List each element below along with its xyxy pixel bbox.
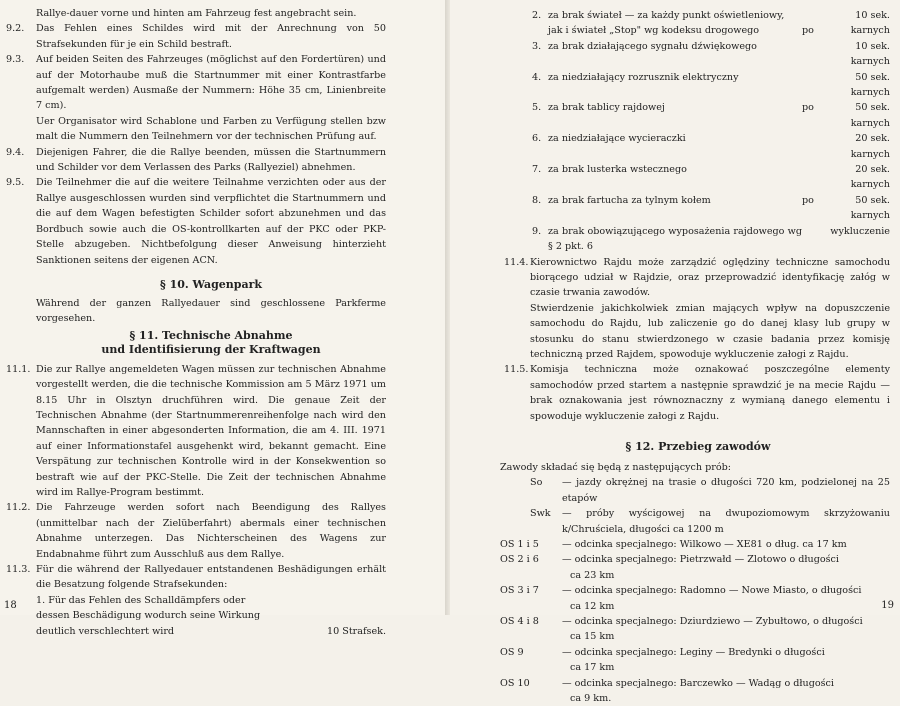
item-11-4 [500, 255, 890, 363]
penalty-row [532, 131, 890, 162]
penalty-row [532, 100, 890, 131]
item-11-3 [6, 562, 386, 593]
trial-text: — próby wyścigowej na dwupoziomowym skrzyżowaniu k/Chruściela, długości ca 1200 m [562, 508, 890, 535]
item-9-2 [6, 21, 386, 52]
stage-length: ca 15 km [570, 631, 615, 643]
penalty-row [532, 162, 890, 193]
stage-label: OS 4 i 8 [500, 616, 539, 628]
stage-description: — odcinka specjalnego: Radomno — Nowe Miasto, o długości [562, 585, 862, 597]
item-9-5 [6, 175, 386, 267]
stage-length: ca 9 km. [570, 693, 612, 705]
item-number: 9.4. [6, 146, 25, 158]
section-12-intro: Zawody składać się będą z następujących prób: [500, 461, 732, 473]
penalty-prefix: po [802, 194, 814, 206]
penalty-text: za brak lusterka wstecznego [548, 164, 687, 176]
stage-text [562, 583, 890, 614]
penalty-number: 4. [532, 71, 542, 83]
penalty-value: 50 sek. karnych [850, 194, 890, 222]
trial-label: So [530, 477, 543, 489]
penalty-prefix: po [802, 102, 814, 114]
penalty-row [532, 193, 890, 224]
stage-description: — odcinka specjalnego: Wilkowo — XE81 o dług. ca 17 km [562, 539, 847, 550]
section-heading-11 [6, 329, 386, 357]
penalty-value: 10 sek. karnych [850, 40, 890, 68]
penalty-number: 3. [532, 40, 542, 52]
penalty-row [532, 8, 890, 39]
page-number: 19 [881, 600, 894, 611]
penalty-text: za niedziałające wycieraczki [548, 133, 686, 145]
penalty-row [532, 224, 890, 255]
stage-label: OS 1 i 5 [500, 539, 539, 550]
stage-description: — odcinka specjalnego: Dziurdziewo — Zybułtowo, o długości [562, 616, 863, 628]
item-text: Für die während der Rallyedauer entstandenen Beshädigungen erhält die Besatzung folgende Strafsekunden: [36, 564, 386, 591]
penalty-text: 1. Für das Fehlen des Schalldämpfers oder dessen Beschädigung wodurch seine Wirkung deutlich verschlechtert wird [36, 594, 261, 637]
special-stage [500, 614, 890, 645]
special-stage [500, 676, 890, 706]
section-10-paragraph: Während der ganzen Rallyedauer sind geschlossene Parkferme vorgesehen. [36, 297, 386, 325]
item-9-3 [6, 52, 386, 144]
stage-label: OS 10 [500, 677, 530, 689]
penalty-row [532, 70, 890, 101]
penalty-number: 5. [532, 102, 542, 114]
item-text: Die zur Rallye angemeldeten Wagen müssen zur technischen Abnahme vorgestellt werden, die die technische Kommission am 5 März 1971 um 8.15 Uhr in Olsztyn druchführen wird. Die genaue Zeit der Technischen Abnahme (der Startnummerenreihenfolge nach wird den Mannschaften in einer abgesonderten Information, die am 4. III. 1971 auf einer Informationstafel ausgehenkt wird, bekannt gemacht. Eine Verspätung zur technischen Kontrolle wird in der Konsekwention so bestraft wie auf der PKC-Stelle. Die Zeit der technischen Abnahme wird im Rallye-Program bestimmt. [36, 363, 386, 498]
heading-11-line2: und Identifisierung der Kraftwagen [101, 342, 321, 356]
item-number: 11.1. [6, 363, 31, 375]
trial-text: — jazdy okrężnej na trasie o długości 720 km, podzielonej na 25 etapów [562, 477, 890, 504]
item-text: Diejenigen Fahrer, die die Rallye beenden, müssen die Startnummern und Schilder vor dem Verlassen des Parks (Rallyeziel) abnehmen. [36, 146, 386, 174]
item-extra: Stwierdzenie jakichkolwiek zmian mających wpływ na dopuszczenie samochodu do Rajdu, lub zaliczenie go do danej klasy lub grupy w stosunku do stanu stwierdzonego w czasie badania przez komisję techniczną przed Rajdem, spowoduje wykluczenie załogi z Rajdu. [530, 302, 890, 360]
section-heading-12: § 12. Przebieg zawodów [625, 439, 771, 453]
stage-text [562, 614, 890, 645]
penalty-value: 20 sek. karnych [850, 164, 890, 191]
stage-text [562, 537, 890, 552]
left-page-text [6, 6, 386, 639]
stage-length: ca 12 km [570, 600, 615, 612]
trial-so [506, 475, 890, 506]
trial-swk [506, 506, 890, 537]
intro-line: Rallye-dauer vorne und hinten am Fahrzeug fest angebracht sein. [36, 8, 357, 19]
penalty-number: 8. [532, 194, 542, 206]
stage-description: — odcinka specjalnego: Pietrzwałd — Zlotowo o długości [562, 554, 839, 566]
item-number: 9.3. [6, 54, 25, 66]
penalty-text: za brak działającego sygnału dźwiękowego [548, 40, 757, 52]
special-stages-list [500, 537, 890, 706]
penalty-value: 50 sek. karnych [850, 102, 890, 129]
penalty-text: za brak fartucha za tylnym kołem [548, 194, 711, 206]
penalty-text: za brak obowiązującego wyposażenia rajdowego wg § 2 pkt. 6 [548, 225, 802, 253]
item-11-1 [6, 362, 386, 501]
special-stage [500, 583, 890, 614]
penalty-number: 9. [532, 225, 542, 237]
item-9-4 [6, 145, 386, 176]
item-number: 9.5. [6, 177, 25, 189]
item-extra: Uer Organisator wird Schablone und Farben zu Verfügung stellen bzw malt die Nummern den Teilnehmern vor der technischen Prüfung auf. [36, 115, 386, 143]
left-page [0, 0, 445, 637]
item-text: Die Teilnehmer die auf die weitere Teilnahme verzichten oder aus der Rallye ausgeschlossen wurden sind verpflichtet die Startnummern und die auf dem Wagen befestigten Schilder sofort abzunehmen und das Bordbuch sowie auch die OS-kontrollkarten auf der PKC oder PKP-Stelle abzugeben. Nichtbefolgung dieser Anweisung hinterzieht Sanktionen seitens der eigenen ACN. [36, 177, 386, 266]
right-page-text [500, 8, 890, 706]
penalty-value: 10 sek. karnych [850, 10, 890, 37]
item-text: Auf beiden Seiten des Fahrzeuges (möglichst auf den Fordertüren) und auf der Motorhaube muß die Startnummer mit einer Kontrastfarbe aufgemalt werden) Ausmaße der Nummern: Höhe 35 cm, Linienbreite 7 cm). [36, 54, 386, 112]
heading-11-line1: § 11. Technische Abnahme [129, 328, 293, 342]
item-text: Das Fehlen eines Schildes wird mit der Anrechnung von 50 Strafsekunden für je ein Schild bestraft. [36, 23, 386, 50]
stage-text [562, 552, 890, 583]
penalty-number: 7. [532, 164, 542, 176]
penalty-prefix: po [802, 25, 814, 37]
item-number: 11.5. [504, 364, 529, 376]
penalty-value: 20 sek. karnych [850, 133, 890, 160]
penalty-prefix [802, 131, 820, 162]
item-number: 9.2. [6, 23, 25, 35]
special-stage [500, 645, 890, 676]
special-stage [500, 552, 890, 583]
stage-text [562, 645, 890, 676]
special-stage [500, 537, 890, 552]
penalty-prefix [802, 39, 820, 70]
stage-description: — odcinka specjalnego: Leginy — Bredynki o długości [562, 646, 825, 658]
penalty-text: za brak tablicy rajdowej [548, 102, 665, 114]
stage-length: ca 17 km [570, 662, 615, 674]
right-page [450, 0, 900, 705]
penalty-value: 50 sek. karnych [850, 71, 890, 99]
penalty-number: 6. [532, 133, 542, 145]
item-11-5 [500, 362, 890, 424]
item-number: 11.4. [504, 256, 529, 268]
page-number: 18 [4, 600, 17, 611]
item-text: Komisja techniczna może oznakować poszczególne elementy samochodów przed startem a następnie sprawdzić je na mecie Rajdu — brak oznakowania jest równoznaczny z wymianą danego elementu i spowoduje wykluczenie załogi z Rajdu. [530, 364, 890, 422]
stage-label: OS 3 i 7 [500, 585, 539, 597]
item-number: 11.2. [6, 502, 31, 514]
stage-length: ca 23 km [570, 569, 615, 581]
penalty-prefix [802, 224, 820, 255]
stage-label: OS 2 i 6 [500, 554, 539, 566]
section-heading-10: § 10. Wagenpark [160, 277, 262, 291]
penalty-text: za brak świateł — za każdy punkt oświetleniowy, jak i świateł „Stop" wg kodeksu drogowego [548, 10, 785, 37]
penalty-value: 10 Strafsek. [326, 625, 386, 637]
penalty-value: wykluczenie [830, 225, 890, 237]
penalty-number: 2. [532, 10, 542, 21]
item-number: 11.3. [6, 564, 31, 575]
penalty-prefix [802, 162, 820, 193]
stage-description: — odcinka specjalnego: Barczewko — Wadąg o długości [562, 677, 834, 689]
stage-label: OS 9 [500, 646, 524, 658]
penalty-item-1 [6, 593, 386, 639]
item-11-2 [6, 500, 386, 562]
item-text: Kierownictwo Rajdu może zarządzić oględziny techniczne samochodu biorącego udział w Rajdzie, oraz przeprowadzić identyfikację załóg w czasie trwania zawodów. [530, 256, 890, 299]
item-text: Die Fahrzeuge werden sofort nach Beendigung des Rallyes (unmittelbar nach der Zielüberfahrt) abermals einer technischen Abnahme unterzegen. Das Nichterscheinen des Wagens zur Endabnahme führt zum Ausschluß aus dem Rallye. [36, 502, 386, 560]
penalty-prefix [802, 70, 820, 101]
penalty-row [532, 39, 890, 70]
penalty-table [506, 8, 890, 255]
penalty-text: za niedziałający rozrusznik elektryczny [548, 71, 739, 83]
stage-text [562, 676, 890, 706]
trial-label: Swk [530, 508, 551, 520]
